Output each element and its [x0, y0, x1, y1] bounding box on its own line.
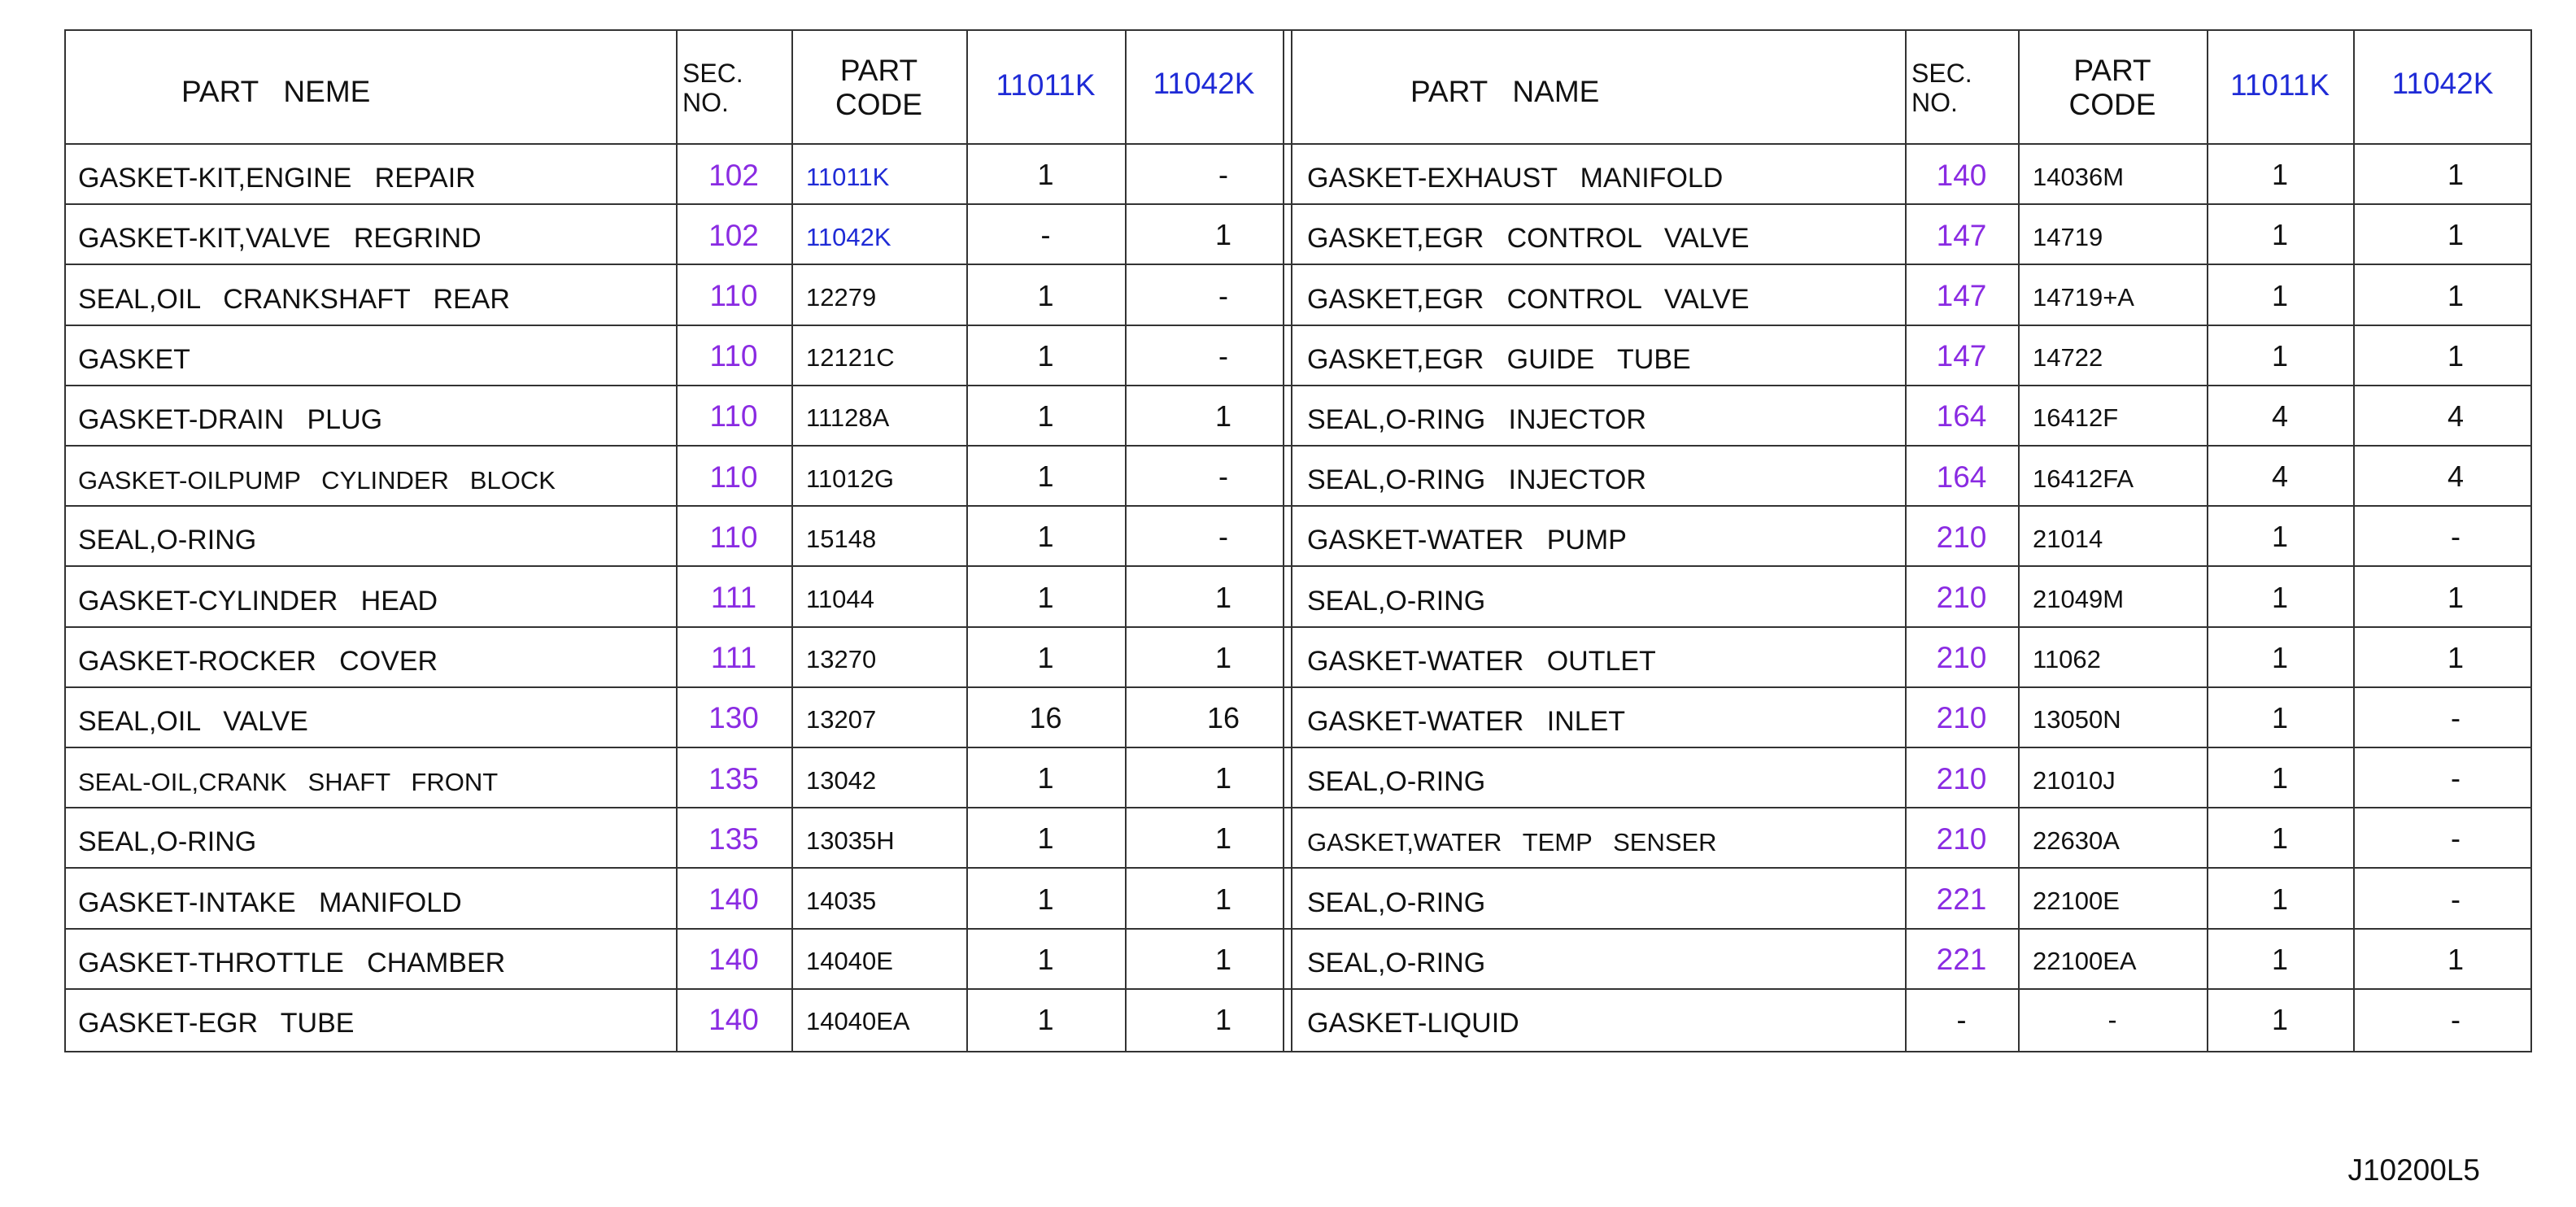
qty-11042k: - [2451, 700, 2460, 734]
qty-11042k: - [2451, 821, 2460, 856]
section-number: 221 [1936, 882, 1987, 916]
row-divider [66, 385, 2530, 386]
part-code: 11044 [806, 585, 874, 613]
section-number: 140 [708, 882, 759, 916]
parts-table [64, 29, 2532, 1052]
qty-11011k: 1 [1037, 761, 1054, 795]
header-part-code: CODE [835, 87, 922, 121]
qty-11042k: - [2451, 1002, 2460, 1036]
qty-11011k: 1 [2271, 520, 2289, 554]
qty-11011k: 4 [2271, 460, 2289, 494]
qty-11011k: 1 [1037, 338, 1054, 373]
qty-11042k: - [2451, 882, 2460, 916]
section-number: 210 [1936, 701, 1987, 735]
qty-11042k: - [1218, 520, 1228, 554]
section-number: 110 [709, 339, 758, 373]
qty-11011k: 1 [2271, 338, 2289, 373]
part-code: 14040E [806, 947, 893, 976]
qty-11042k: - [1218, 460, 1228, 494]
qty-11011k: 1 [2271, 580, 2289, 614]
section-number: 130 [708, 701, 759, 735]
part-name: GASKET-EXHAUST MANIFOLD [1307, 163, 1724, 194]
part-code: 13035H [806, 826, 895, 855]
qty-11011k: 1 [1037, 882, 1054, 916]
section-number: 210 [1936, 821, 1987, 856]
part-code: 14719+A [2033, 283, 2134, 312]
part-code: 14722 [2033, 343, 2103, 373]
qty-11042k: - [1218, 338, 1228, 373]
qty-11011k: 1 [2271, 761, 2289, 795]
row-divider [66, 988, 2530, 990]
qty-11042k: 1 [1214, 1002, 1232, 1036]
qty-11042k: 1 [1214, 942, 1232, 976]
row-divider [66, 867, 2530, 869]
header-part-code: CODE [2068, 87, 2156, 121]
section-number: 110 [709, 460, 758, 494]
part-name: GASKET-EGR TUBE [78, 1007, 355, 1039]
qty-11011k: 1 [1037, 520, 1054, 554]
section-number: 164 [1936, 460, 1987, 494]
qty-11042k: 1 [2447, 640, 2465, 674]
qty-11011k: 1 [1037, 1002, 1054, 1036]
qty-11042k: 1 [1214, 580, 1232, 614]
qty-11042k: - [2451, 520, 2460, 554]
qty-11042k: 1 [1214, 821, 1232, 856]
row-divider [66, 445, 2530, 447]
part-name: GASKET-CYLINDER HEAD [78, 585, 438, 617]
part-name: GASKET-THROTTLE CHAMBER [78, 947, 506, 978]
section-number: 111 [710, 641, 757, 675]
header-kit-11011k: 11011K [996, 68, 1096, 102]
part-name: GASKET,EGR CONTROL VALVE [1307, 223, 1750, 255]
part-code: 11042K [806, 222, 891, 251]
part-code: 13270 [806, 645, 877, 674]
row-divider [66, 626, 2530, 628]
section-number: 210 [1936, 641, 1987, 675]
part-code: 13042 [806, 765, 877, 795]
qty-11011k: 4 [2271, 399, 2289, 433]
section-number: 210 [1936, 761, 1987, 795]
column-divider [791, 31, 793, 1051]
section-number: 111 [710, 581, 757, 614]
part-name: SEAL,O-RING INJECTOR [1307, 403, 1646, 435]
section-number: - [1956, 1002, 1967, 1036]
qty-11042k: 16 [1206, 700, 1240, 734]
part-code: 12279 [806, 283, 877, 312]
qty-11042k: 4 [2447, 460, 2465, 494]
column-divider [2353, 31, 2355, 1051]
part-name: SEAL,OIL VALVE [78, 705, 308, 737]
part-code: 13050N [2033, 705, 2121, 734]
part-name: SEAL,O-RING [78, 826, 257, 858]
header-divider [66, 143, 2530, 145]
header-part-code: PART [2073, 53, 2151, 87]
qty-11011k: 1 [1037, 399, 1054, 433]
part-name: GASKET [78, 343, 190, 375]
part-code: 14035 [806, 887, 877, 915]
qty-11011k: 16 [1029, 700, 1062, 734]
part-name: SEAL,OIL CRANKSHAFT REAR [78, 283, 510, 315]
qty-11042k: 1 [2447, 942, 2465, 976]
part-name: GASKET,WATER TEMP SENSER [1307, 827, 1717, 856]
part-name: GASKET-WATER PUMP [1307, 525, 1627, 556]
row-divider [66, 505, 2530, 507]
qty-11042k: 1 [2447, 338, 2465, 373]
section-number: 140 [708, 943, 759, 977]
drawing-id: J10200L5 [2347, 1153, 2480, 1187]
qty-11011k: 1 [2271, 1002, 2289, 1036]
header-part-name: PART NAME [1410, 74, 1600, 108]
section-number: 110 [709, 279, 758, 312]
section-number: 110 [709, 520, 758, 554]
qty-11011k: 1 [1037, 580, 1054, 614]
header-sec-no: NO. [682, 88, 729, 117]
qty-11011k: 1 [1037, 942, 1054, 976]
part-name: GASKET-WATER INLET [1307, 705, 1626, 737]
qty-11042k: - [1218, 158, 1228, 192]
header-sec-no: NO. [1911, 88, 1958, 117]
header-part-name: PART NEME [181, 74, 371, 108]
section-number: 135 [708, 761, 759, 795]
part-code: 16412FA [2033, 464, 2134, 493]
qty-11011k: 1 [1037, 821, 1054, 856]
part-code: 21010J [2033, 765, 2116, 795]
part-code: 14036M [2033, 162, 2125, 191]
header-kit-11042k: 11042K [2391, 66, 2494, 100]
section-number: 140 [1936, 158, 1987, 192]
section-number: 147 [1936, 218, 1987, 252]
row-divider [66, 565, 2530, 567]
row-divider [66, 928, 2530, 930]
qty-11042k: 1 [2447, 278, 2465, 312]
column-divider [2018, 31, 2020, 1051]
qty-11011k: 1 [1037, 158, 1054, 192]
header-part-code: PART [839, 53, 918, 87]
part-code: 16412F [2033, 403, 2119, 433]
part-name: SEAL,O-RING [1307, 585, 1486, 617]
part-code: 22100E [2033, 887, 2120, 915]
part-code: 22100EA [2033, 947, 2137, 976]
part-code: 22630A [2033, 826, 2120, 855]
section-number: 210 [1936, 581, 1987, 614]
part-name: GASKET-LIQUID [1307, 1007, 1519, 1039]
qty-11042k: 1 [2447, 158, 2465, 192]
part-code: 11012G [806, 464, 895, 493]
part-name: GASKET-KIT,VALVE REGRIND [78, 223, 482, 255]
qty-11011k: 1 [2271, 882, 2289, 916]
qty-11042k: 1 [2447, 580, 2465, 614]
qty-11011k: - [1040, 218, 1051, 252]
qty-11042k: - [2451, 761, 2460, 795]
part-name: SEAL-OIL,CRANK SHAFT FRONT [78, 767, 499, 796]
part-name: GASKET,EGR CONTROL VALVE [1307, 283, 1750, 315]
part-name: GASKET-KIT,ENGINE REPAIR [78, 163, 476, 194]
qty-11011k: 1 [2271, 218, 2289, 252]
qty-11011k: 1 [2271, 700, 2289, 734]
part-code: 11128A [806, 403, 890, 433]
qty-11011k: 1 [2271, 158, 2289, 192]
section-number: 221 [1936, 943, 1987, 977]
qty-11011k: 1 [2271, 278, 2289, 312]
part-code: 12121C [806, 343, 895, 373]
part-name: GASKET-DRAIN PLUG [78, 403, 383, 435]
row-divider [66, 686, 2530, 688]
header-sec-no: SEC. [1911, 59, 1972, 88]
part-name: GASKET,EGR GUIDE TUBE [1307, 343, 1691, 375]
part-name: SEAL,O-RING [78, 525, 257, 556]
part-name: GASKET-WATER OUTLET [1307, 645, 1656, 677]
qty-11011k: 1 [1037, 640, 1054, 674]
part-code: 13207 [806, 705, 877, 734]
part-name: SEAL,O-RING INJECTOR [1307, 464, 1646, 496]
qty-11042k: 1 [1214, 761, 1232, 795]
qty-11042k: 1 [1214, 640, 1232, 674]
qty-11042k: 1 [2447, 218, 2465, 252]
part-name: SEAL,O-RING [1307, 947, 1486, 978]
part-code: 14719 [2033, 222, 2103, 251]
row-divider [66, 264, 2530, 265]
part-code: 21014 [2033, 524, 2103, 553]
section-number: 135 [708, 821, 759, 856]
part-name: GASKET-OILPUMP CYLINDER BLOCK [78, 465, 556, 495]
qty-11042k: 1 [1214, 218, 1232, 252]
part-name: GASKET-INTAKE MANIFOLD [78, 887, 462, 918]
section-number: 210 [1936, 520, 1987, 554]
part-code: 11062 [2033, 645, 2101, 674]
section-number: 140 [708, 1003, 759, 1037]
part-code: - [2107, 1004, 2117, 1035]
section-number: 110 [709, 399, 758, 434]
qty-11011k: 1 [2271, 821, 2289, 856]
part-name: SEAL,O-RING [1307, 766, 1486, 798]
qty-11042k: - [1218, 278, 1228, 312]
qty-11011k: 1 [1037, 278, 1054, 312]
part-code: 15148 [806, 524, 877, 553]
part-code: 21049M [2033, 585, 2125, 613]
qty-11042k: 1 [1214, 882, 1232, 916]
qty-11011k: 1 [1037, 460, 1054, 494]
qty-11042k: 4 [2447, 399, 2465, 433]
section-number: 147 [1936, 279, 1987, 312]
header-kit-11042k: 11042K [1153, 66, 1255, 100]
part-code: 11011K [806, 162, 890, 191]
row-divider [66, 747, 2530, 748]
qty-11011k: 1 [2271, 942, 2289, 976]
row-divider [66, 203, 2530, 205]
section-number: 102 [708, 158, 759, 192]
part-name: SEAL,O-RING [1307, 887, 1486, 918]
part-name: GASKET-ROCKER COVER [78, 645, 438, 677]
qty-11011k: 1 [2271, 640, 2289, 674]
row-divider [66, 325, 2530, 326]
section-number: 147 [1936, 339, 1987, 373]
qty-11042k: 1 [1214, 399, 1232, 433]
part-code: 14040EA [806, 1007, 910, 1036]
header-sec-no: SEC. [682, 59, 743, 88]
section-number: 164 [1936, 399, 1987, 434]
row-divider [66, 807, 2530, 808]
header-kit-11011k: 11011K [2229, 68, 2330, 102]
section-number: 102 [708, 218, 759, 252]
column-divider [1125, 31, 1127, 1051]
